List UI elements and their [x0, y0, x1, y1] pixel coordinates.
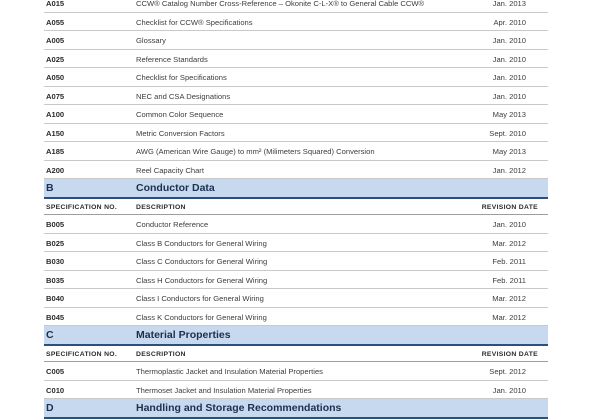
revision-date: Apr. 2010: [493, 17, 526, 27]
specification-index-table: [44, 0, 548, 419]
revision-date: Feb. 2011: [492, 275, 526, 285]
column-header-row: [44, 199, 548, 215]
spec-description: Class H Conductors for General Wiring: [136, 275, 268, 285]
revision-date: Jan. 2010: [492, 36, 526, 45]
spec-number: A075: [46, 91, 65, 101]
revision-date: Jan. 2012: [492, 165, 526, 175]
table-row: [44, 381, 548, 400]
spec-number: C005: [46, 367, 65, 376]
revision-date: Sept. 2012: [489, 367, 526, 376]
revision-date: Mar. 2012: [492, 294, 526, 303]
section-letter: C: [46, 329, 54, 341]
spec-description: Checklist for Specifications: [136, 73, 227, 82]
spec-number: A200: [46, 165, 65, 175]
spec-description: NEC and CSA Designations: [136, 91, 231, 101]
table-row: [44, 308, 548, 327]
revision-date: Sept. 2010: [489, 128, 526, 138]
spec-number: A050: [46, 73, 65, 82]
spec-number: A185: [46, 147, 65, 156]
table-row: [44, 68, 548, 87]
spec-number: A150: [46, 128, 65, 138]
table-row: [44, 362, 548, 381]
spec-description: Common Color Sequence: [136, 110, 224, 119]
table-row: [44, 124, 548, 143]
spec-description: CCW® Catalog Number Cross-Reference – Okonite C-L-X® to General Cable CCW®: [136, 0, 425, 8]
spec-number: B025: [46, 238, 65, 248]
spec-number: C010: [46, 385, 65, 395]
section-letter: D: [46, 402, 54, 414]
revision-date: Jan. 2010: [492, 54, 526, 64]
spec-number: A100: [46, 110, 65, 119]
revision-date: Mar. 2012: [492, 312, 526, 322]
section-title: Material Properties: [136, 329, 231, 341]
spec-number: B005: [46, 220, 65, 229]
table-row: [44, 271, 548, 290]
spec-description: Thermoplastic Jacket and Insulation Material Properties: [136, 367, 323, 376]
table-row: [44, 0, 548, 13]
table-row: [44, 289, 548, 308]
revision-date: Jan. 2010: [492, 220, 526, 229]
spec-description: Class C Conductors for General Wiring: [136, 257, 268, 266]
column-header-revision-date: REVISION DATE: [481, 204, 538, 211]
spec-description: Reference Standards: [136, 54, 208, 64]
section-header-conductor-data: [44, 179, 548, 199]
table-row: [44, 31, 548, 50]
spec-number: A015: [46, 0, 65, 8]
column-header-description: DESCRIPTION: [136, 204, 186, 211]
revision-date: Jan. 2010: [492, 385, 526, 395]
revision-date: May 2013: [492, 110, 526, 119]
column-header-row: [44, 346, 548, 362]
table-row: [44, 105, 548, 124]
table-row: [44, 161, 548, 180]
spec-description: Checklist for CCW® Specifications: [136, 17, 253, 27]
revision-date: May 2013: [492, 147, 526, 156]
revision-date: Jan. 2010: [492, 91, 526, 101]
table-row: [44, 215, 548, 234]
spec-number: B040: [46, 294, 65, 303]
table-row: [44, 252, 548, 271]
spec-number: B035: [46, 275, 65, 285]
spec-description: Class B Conductors for General Wiring: [136, 238, 267, 248]
column-header-description: DESCRIPTION: [136, 351, 186, 358]
column-header-revision-date: REVISION DATE: [481, 351, 538, 358]
section-title: Conductor Data: [136, 182, 215, 194]
spec-number: B030: [46, 257, 65, 266]
spec-description: Conductor Reference: [136, 220, 209, 229]
table-row: [44, 234, 548, 253]
section-header-handling-storage: [44, 399, 548, 419]
table-row: [44, 13, 548, 32]
spec-description: Reel Capacity Chart: [136, 165, 204, 175]
spec-description: Glossary: [136, 36, 166, 45]
spec-number: A005: [46, 36, 65, 45]
table-row: [44, 87, 548, 106]
spec-number: A025: [46, 54, 65, 64]
table-row: [44, 142, 548, 161]
spec-number: A055: [46, 17, 65, 27]
spec-description: AWG (American Wire Gauge) to mm² (Milimeters Squared) Conversion: [136, 147, 375, 156]
spec-description: Class K Conductors for General Wiring: [136, 312, 267, 322]
revision-date: Jan. 2010: [492, 73, 526, 82]
section-header-material-properties: [44, 326, 548, 346]
spec-description: Class I Conductors for General Wiring: [136, 294, 264, 303]
column-header-spec: SPECIFICATION NO.: [46, 351, 118, 358]
revision-date: Jan. 2013: [492, 0, 526, 8]
spec-description: Thermoset Jacket and Insulation Material Properties: [136, 385, 312, 395]
section-letter: B: [46, 182, 54, 194]
spec-description: Metric Conversion Factors: [136, 128, 225, 138]
spec-number: B045: [46, 312, 65, 322]
section-a-rows: [44, 0, 548, 179]
revision-date: Mar. 2012: [492, 238, 526, 248]
revision-date: Feb. 2011: [492, 257, 526, 266]
table-row: [44, 50, 548, 69]
column-header-spec: SPECIFICATION NO.: [46, 204, 118, 211]
section-title: Handling and Storage Recommendations: [136, 402, 342, 414]
